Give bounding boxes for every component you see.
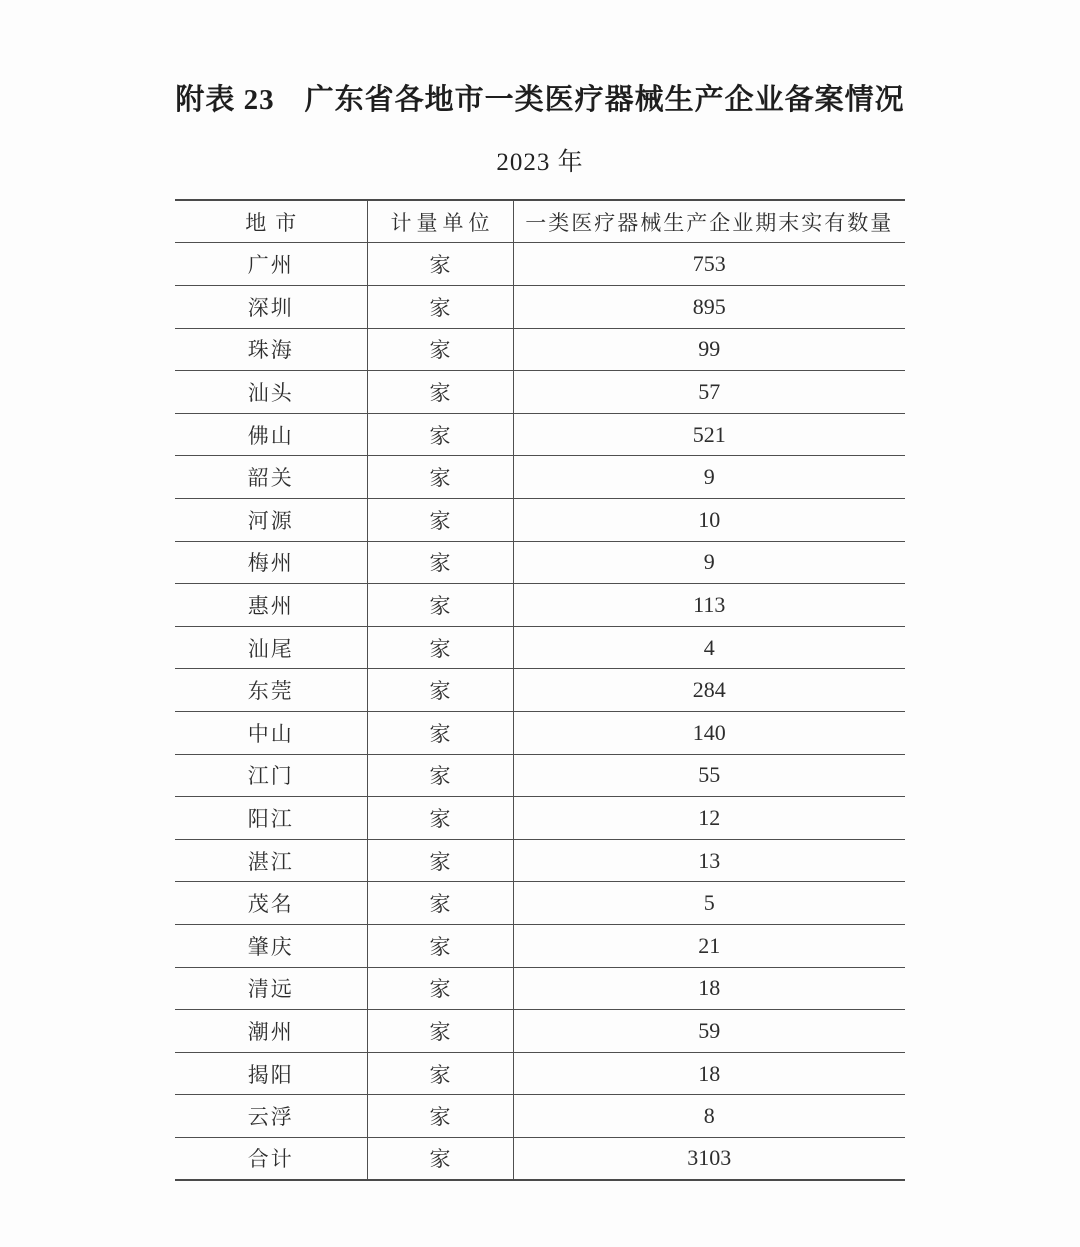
- header-value: 一类医疗器械生产企业期末实有数量: [525, 210, 894, 235]
- value-cell: 55: [513, 754, 905, 797]
- table-subtitle: 2023 年: [496, 149, 584, 177]
- city-cell: 珠海: [175, 328, 367, 371]
- value-cell: 8: [513, 1095, 905, 1138]
- unit-cell: 家: [367, 754, 513, 797]
- unit-cell: 家: [367, 711, 513, 754]
- table-row: [175, 924, 905, 967]
- value-cell: 57: [513, 371, 905, 414]
- value-cell: 5: [513, 882, 905, 925]
- value-cell: 521: [513, 413, 905, 456]
- city-cell: 佛山: [175, 413, 367, 456]
- city-cell: 江门: [175, 754, 367, 797]
- unit-cell: 家: [367, 413, 513, 456]
- table-row: [175, 371, 905, 414]
- value-cell: 113: [513, 584, 905, 627]
- city-cell: 阳江: [175, 797, 367, 840]
- value-cell: 59: [513, 1010, 905, 1053]
- unit-cell: 家: [367, 584, 513, 627]
- unit-cell: 家: [367, 797, 513, 840]
- unit-cell: 家: [367, 1137, 513, 1180]
- city-cell: 深圳: [175, 286, 367, 329]
- unit-cell: 家: [367, 1052, 513, 1095]
- table-row: [175, 243, 905, 286]
- table-row: [175, 584, 905, 627]
- unit-cell: 家: [367, 371, 513, 414]
- document-page: [0, 84, 1080, 1247]
- value-cell: 4: [513, 626, 905, 669]
- value-cell: 284: [513, 669, 905, 712]
- table-row: [175, 967, 905, 1010]
- city-cell: 潮州: [175, 1010, 367, 1053]
- table-row: [175, 328, 905, 371]
- value-cell: 753: [513, 243, 905, 286]
- table-title: 附表 23 广东省各地市一类医疗器械生产企业备案情况: [175, 84, 905, 116]
- unit-cell: 家: [367, 286, 513, 329]
- city-cell: 合计: [175, 1137, 367, 1180]
- table-row: [175, 413, 905, 456]
- table-header-row: [175, 200, 905, 243]
- city-cell: 肇庆: [175, 924, 367, 967]
- value-cell: 9: [513, 456, 905, 499]
- table-row: [175, 499, 905, 542]
- city-cell: 汕头: [175, 371, 367, 414]
- unit-cell: 家: [367, 1010, 513, 1053]
- value-cell: 140: [513, 711, 905, 754]
- table-row: [175, 711, 905, 754]
- city-cell: 广州: [175, 243, 367, 286]
- stats-table: [175, 199, 905, 1181]
- table-row: [175, 669, 905, 712]
- table-row: [175, 286, 905, 329]
- unit-cell: 家: [367, 924, 513, 967]
- value-cell: 9: [513, 541, 905, 584]
- table-row: [175, 1137, 905, 1180]
- city-cell: 河源: [175, 499, 367, 542]
- unit-cell: 家: [367, 626, 513, 669]
- value-cell: 13: [513, 839, 905, 882]
- city-cell: 汕尾: [175, 626, 367, 669]
- value-cell: 12: [513, 797, 905, 840]
- table-row: [175, 1010, 905, 1053]
- city-cell: 韶关: [175, 456, 367, 499]
- unit-cell: 家: [367, 328, 513, 371]
- header-unit: 计量单位: [367, 200, 513, 243]
- city-cell: 梅州: [175, 541, 367, 584]
- value-cell: 99: [513, 328, 905, 371]
- unit-cell: 家: [367, 882, 513, 925]
- table-row: [175, 456, 905, 499]
- table-row: [175, 1095, 905, 1138]
- table-row: [175, 797, 905, 840]
- city-cell: 云浮: [175, 1095, 367, 1138]
- city-cell: 湛江: [175, 839, 367, 882]
- value-cell: 18: [513, 967, 905, 1010]
- city-cell: 东莞: [175, 669, 367, 712]
- city-cell: 茂名: [175, 882, 367, 925]
- city-cell: 清远: [175, 967, 367, 1010]
- table-row: [175, 1052, 905, 1095]
- value-cell: 895: [513, 286, 905, 329]
- unit-cell: 家: [367, 456, 513, 499]
- table-row: [175, 541, 905, 584]
- table-body: [175, 243, 905, 1180]
- city-cell: 揭阳: [175, 1052, 367, 1095]
- city-cell: 中山: [175, 711, 367, 754]
- value-cell: 10: [513, 499, 905, 542]
- unit-cell: 家: [367, 541, 513, 584]
- unit-cell: 家: [367, 243, 513, 286]
- table-row: [175, 754, 905, 797]
- unit-cell: 家: [367, 967, 513, 1010]
- unit-cell: 家: [367, 839, 513, 882]
- city-cell: 惠州: [175, 584, 367, 627]
- unit-cell: 家: [367, 669, 513, 712]
- table-row: [175, 839, 905, 882]
- unit-cell: 家: [367, 499, 513, 542]
- header-city: 地市: [175, 200, 367, 243]
- value-cell: 3103: [513, 1137, 905, 1180]
- value-cell: 18: [513, 1052, 905, 1095]
- value-cell: 21: [513, 924, 905, 967]
- unit-cell: 家: [367, 1095, 513, 1138]
- table-row: [175, 882, 905, 925]
- table-row: [175, 626, 905, 669]
